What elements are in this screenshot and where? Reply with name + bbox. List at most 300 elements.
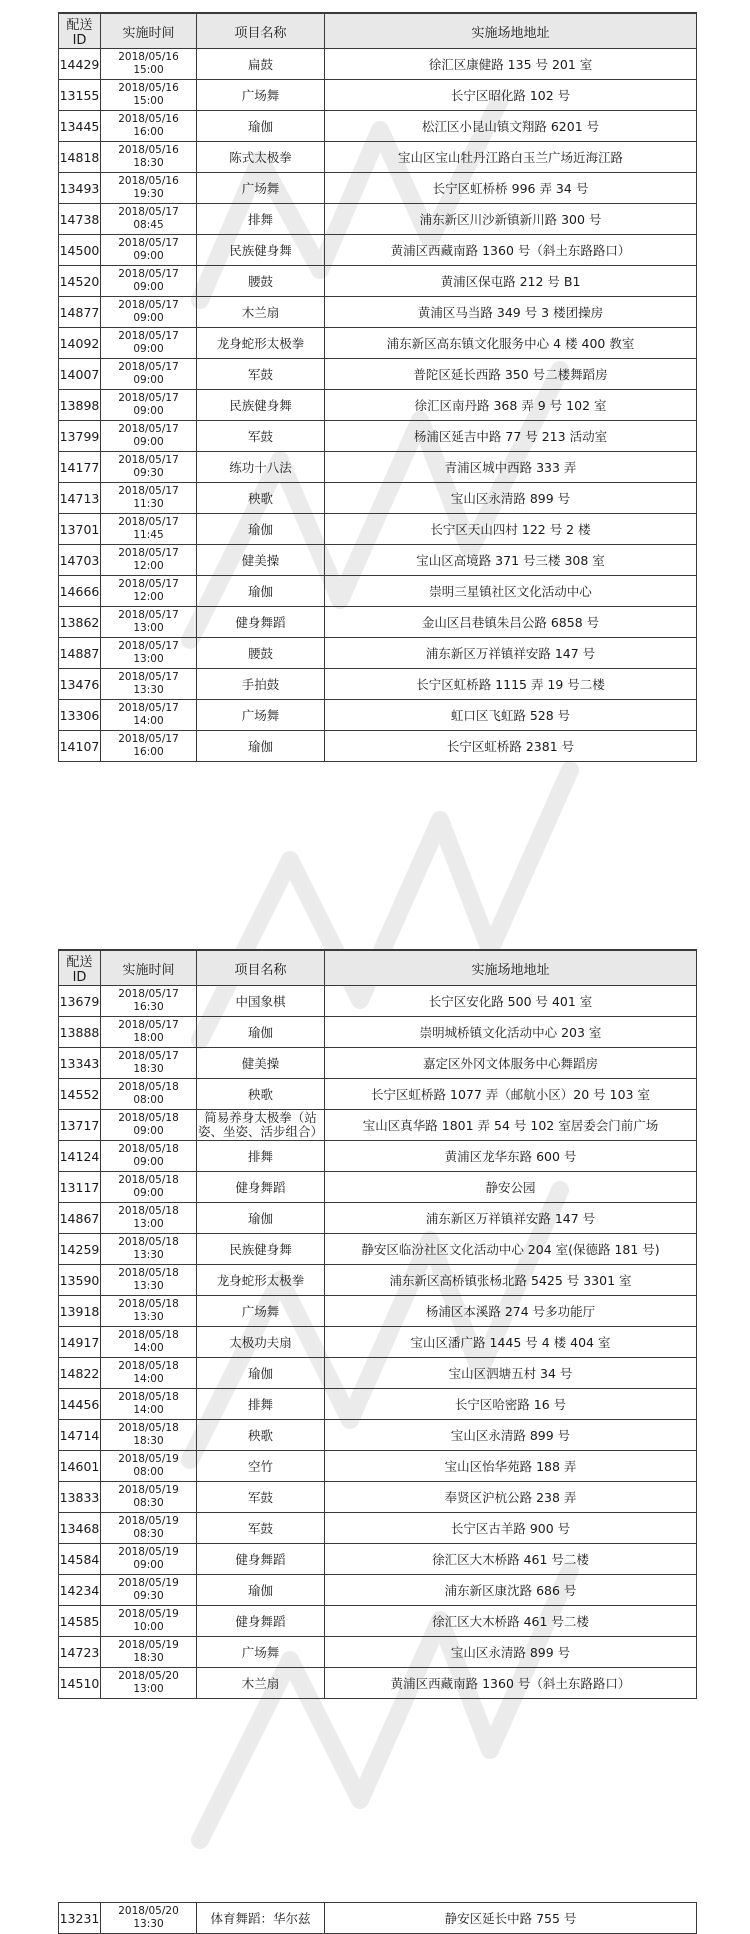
cell-id: 14703	[59, 545, 101, 576]
cell-date: 2018/05/19	[118, 1484, 179, 1496]
table-row	[59, 359, 697, 390]
cell-time	[101, 421, 197, 452]
cell-date: 2018/05/19	[118, 1546, 179, 1558]
cell-id: 14259	[59, 1234, 101, 1265]
cell-address: 长宁区安化路 500 号 401 室	[325, 986, 697, 1017]
cell-date: 2018/05/17	[118, 330, 179, 342]
schedule-table-1	[58, 12, 697, 762]
cell-address: 宝山区潘广路 1445 号 4 楼 404 室	[325, 1327, 697, 1358]
cell-clock: 09:00	[133, 250, 164, 262]
cell-name: 体育舞蹈：华尔兹	[197, 1903, 325, 1934]
cell-date: 2018/05/16	[118, 51, 179, 63]
cell-id: 14092	[59, 328, 101, 359]
cell-address: 长宁区虹桥路 1077 弄（邮航小区）20 号 103 室	[325, 1079, 697, 1110]
cell-clock: 16:30	[133, 1001, 164, 1013]
cell-address: 长宁区昭化路 102 号	[325, 80, 697, 111]
cell-address: 徐汇区大木桥路 461 号二楼	[325, 1606, 697, 1637]
table-row	[59, 1451, 697, 1482]
cell-time	[101, 1203, 197, 1234]
table-header-row	[59, 950, 697, 986]
cell-clock: 13:30	[133, 684, 164, 696]
cell-clock: 09:00	[133, 281, 164, 293]
table-row	[59, 173, 697, 204]
cell-id: 14666	[59, 576, 101, 607]
cell-date: 2018/05/17	[118, 361, 179, 373]
cell-address: 黄浦区保屯路 212 号 B1	[325, 266, 697, 297]
cell-time	[101, 142, 197, 173]
cell-date: 2018/05/17	[118, 206, 179, 218]
cell-name: 木兰扇	[197, 297, 325, 328]
cell-time	[101, 1606, 197, 1637]
cell-name: 健美操	[197, 545, 325, 576]
cell-time	[101, 390, 197, 421]
table-row	[59, 700, 697, 731]
cell-id: 14456	[59, 1389, 101, 1420]
cell-date: 2018/05/17	[118, 609, 179, 621]
cell-name-line1: 简易养身太极拳（站姿、	[197, 1110, 317, 1139]
table-row	[59, 514, 697, 545]
cell-date: 2018/05/19	[118, 1577, 179, 1589]
cell-id: 13888	[59, 1017, 101, 1048]
cell-name: 龙身蛇形太极拳	[197, 328, 325, 359]
cell-address: 长宁区古羊路 900 号	[325, 1513, 697, 1544]
table-row	[59, 1637, 697, 1668]
cell-address: 浦东新区川沙新镇新川路 300 号	[325, 204, 697, 235]
cell-clock: 08:45	[133, 219, 164, 231]
cell-name: 木兰扇	[197, 1668, 325, 1699]
cell-clock: 14:00	[133, 715, 164, 727]
cell-date: 2018/05/19	[118, 1639, 179, 1651]
cell-address: 奉贤区沪杭公路 238 弄	[325, 1482, 697, 1513]
cell-name: 健身舞蹈	[197, 1172, 325, 1203]
table-header-row	[59, 13, 697, 49]
cell-time	[101, 1358, 197, 1389]
table-row	[59, 638, 697, 669]
cell-clock: 14:00	[133, 1342, 164, 1354]
cell-clock: 09:00	[133, 1125, 164, 1137]
cell-id: 13493	[59, 173, 101, 204]
cell-address: 长宁区虹桥路 1115 弄 19 号二楼	[325, 669, 697, 700]
cell-date: 2018/05/17	[118, 671, 179, 683]
cell-id: 13117	[59, 1172, 101, 1203]
cell-time	[101, 1389, 197, 1420]
cell-time	[101, 1017, 197, 1048]
cell-clock: 18:30	[133, 1652, 164, 1664]
cell-id: 13306	[59, 700, 101, 731]
cell-time	[101, 1544, 197, 1575]
cell-date: 2018/05/19	[118, 1453, 179, 1465]
cell-id: 14713	[59, 483, 101, 514]
cell-address: 宝山区高境路 371 号三楼 308 室	[325, 545, 697, 576]
cell-name: 瑜伽	[197, 576, 325, 607]
cell-time	[101, 111, 197, 142]
cell-time	[101, 1420, 197, 1451]
cell-time	[101, 731, 197, 762]
cell-date: 2018/05/20	[118, 1670, 179, 1682]
cell-id: 14177	[59, 452, 101, 483]
cell-clock: 09:00	[133, 343, 164, 355]
cell-address: 徐汇区康健路 135 号 201 室	[325, 49, 697, 80]
cell-address: 崇明城桥镇文化活动中心 203 室	[325, 1017, 697, 1048]
cell-date: 2018/05/17	[118, 640, 179, 652]
cell-clock: 18:30	[133, 157, 164, 169]
cell-time	[101, 235, 197, 266]
cell-address: 徐汇区南丹路 368 弄 9 号 102 室	[325, 390, 697, 421]
cell-date: 2018/05/19	[118, 1608, 179, 1620]
cell-address: 浦东新区康沈路 686 号	[325, 1575, 697, 1606]
table-row	[59, 266, 697, 297]
cell-name-line2: 坐姿、活步组合）	[223, 1124, 324, 1139]
cell-id: 13231	[59, 1903, 101, 1934]
cell-name: 龙身蛇形太极拳	[197, 1265, 325, 1296]
table-row	[59, 1141, 697, 1172]
header-id: 配送 ID	[59, 13, 101, 49]
cell-time	[101, 483, 197, 514]
cell-id: 13701	[59, 514, 101, 545]
cell-address: 浦东新区高东镇文化服务中心 4 楼 400 教室	[325, 328, 697, 359]
cell-time	[101, 1575, 197, 1606]
cell-address: 宝山区永清路 899 号	[325, 1420, 697, 1451]
cell-clock: 13:00	[133, 653, 164, 665]
cell-id: 14429	[59, 49, 101, 80]
cell-id: 13476	[59, 669, 101, 700]
cell-id: 14738	[59, 204, 101, 235]
cell-name: 秧歌	[197, 1420, 325, 1451]
cell-id: 14552	[59, 1079, 101, 1110]
cell-name: 瑜伽	[197, 514, 325, 545]
table-row	[59, 576, 697, 607]
cell-date: 2018/05/16	[118, 175, 179, 187]
cell-time	[101, 173, 197, 204]
cell-time	[101, 700, 197, 731]
table-row	[59, 49, 697, 80]
cell-clock: 13:30	[133, 1280, 164, 1292]
cell-address: 宝山区宝山牡丹江路白玉兰广场近海江路	[325, 142, 697, 173]
cell-name: 扁鼓	[197, 49, 325, 80]
cell-id: 14867	[59, 1203, 101, 1234]
cell-name: 广场舞	[197, 700, 325, 731]
cell-clock: 13:30	[133, 1311, 164, 1323]
cell-date: 2018/05/18	[118, 1143, 179, 1155]
cell-name: 瑜伽	[197, 1358, 325, 1389]
cell-id: 13590	[59, 1265, 101, 1296]
cell-name: 健身舞蹈	[197, 1544, 325, 1575]
cell-date: 2018/05/16	[118, 113, 179, 125]
cell-date: 2018/05/17	[118, 423, 179, 435]
cell-date: 2018/05/17	[118, 547, 179, 559]
cell-address: 长宁区虹桥桥 996 弄 34 号	[325, 173, 697, 204]
cell-time	[101, 545, 197, 576]
cell-address: 虹口区飞虹路 528 号	[325, 700, 697, 731]
cell-id: 14714	[59, 1420, 101, 1451]
cell-name: 民族健身舞	[197, 390, 325, 421]
cell-clock: 16:00	[133, 746, 164, 758]
cell-date: 2018/05/17	[118, 1019, 179, 1031]
cell-clock: 13:00	[133, 622, 164, 634]
cell-time	[101, 1234, 197, 1265]
table-row	[59, 1079, 697, 1110]
cell-id: 14601	[59, 1451, 101, 1482]
header-name: 项目名称	[197, 13, 325, 49]
cell-clock: 13:00	[133, 1683, 164, 1695]
cell-date: 2018/05/18	[118, 1298, 179, 1310]
cell-date: 2018/05/20	[118, 1905, 179, 1917]
cell-name: 军鼓	[197, 421, 325, 452]
cell-address: 普陀区延长西路 350 号二楼舞蹈房	[325, 359, 697, 390]
table-row	[59, 1903, 697, 1934]
cell-time	[101, 1482, 197, 1513]
cell-name: 腰鼓	[197, 638, 325, 669]
cell-address: 浦东新区万祥镇祥安路 147 号	[325, 1203, 697, 1234]
table-row	[59, 1203, 697, 1234]
cell-time	[101, 1079, 197, 1110]
cell-date: 2018/05/18	[118, 1329, 179, 1341]
cell-clock: 14:00	[133, 1373, 164, 1385]
table-row	[59, 235, 697, 266]
cell-date: 2018/05/17	[118, 516, 179, 528]
cell-id: 13445	[59, 111, 101, 142]
cell-address: 杨浦区本溪路 274 号多功能厅	[325, 1296, 697, 1327]
cell-date: 2018/05/18	[118, 1081, 179, 1093]
cell-date: 2018/05/18	[118, 1236, 179, 1248]
cell-name: 广场舞	[197, 1637, 325, 1668]
cell-id: 13468	[59, 1513, 101, 1544]
cell-date: 2018/05/16	[118, 82, 179, 94]
schedule-table-2	[58, 949, 697, 1699]
cell-date: 2018/05/17	[118, 268, 179, 280]
cell-name: 瑜伽	[197, 731, 325, 762]
cell-address: 黄浦区西藏南路 1360 号（斜土东路路口）	[325, 235, 697, 266]
cell-clock: 09:00	[133, 374, 164, 386]
table-row	[59, 1172, 697, 1203]
cell-date: 2018/05/19	[118, 1515, 179, 1527]
cell-address: 嘉定区外冈文体服务中心舞蹈房	[325, 1048, 697, 1079]
cell-clock: 13:30	[133, 1249, 164, 1261]
cell-name: 瑜伽	[197, 1017, 325, 1048]
table-row	[59, 483, 697, 514]
cell-id: 14500	[59, 235, 101, 266]
cell-id: 14584	[59, 1544, 101, 1575]
cell-clock: 08:00	[133, 1094, 164, 1106]
cell-clock: 13:00	[133, 1218, 164, 1230]
cell-name: 瑜伽	[197, 1575, 325, 1606]
cell-date: 2018/05/17	[118, 485, 179, 497]
table-row	[59, 297, 697, 328]
cell-clock: 12:00	[133, 560, 164, 572]
cell-name: 空竹	[197, 1451, 325, 1482]
cell-clock: 09:00	[133, 436, 164, 448]
cell-time	[101, 514, 197, 545]
cell-date: 2018/05/17	[118, 454, 179, 466]
cell-date: 2018/05/18	[118, 1112, 179, 1124]
cell-name: 中国象棋	[197, 986, 325, 1017]
table-row	[59, 1544, 697, 1575]
table-row	[59, 731, 697, 762]
cell-date: 2018/05/18	[118, 1391, 179, 1403]
cell-name: 健美操	[197, 1048, 325, 1079]
cell-date: 2018/05/17	[118, 237, 179, 249]
cell-name: 排舞	[197, 1389, 325, 1420]
table-row	[59, 1110, 697, 1141]
cell-id: 14887	[59, 638, 101, 669]
cell-date: 2018/05/17	[118, 733, 179, 745]
cell-time	[101, 359, 197, 390]
cell-date: 2018/05/18	[118, 1267, 179, 1279]
cell-address: 宝山区怡华苑路 188 弄	[325, 1451, 697, 1482]
cell-time	[101, 607, 197, 638]
cell-id: 13717	[59, 1110, 101, 1141]
table-row	[59, 607, 697, 638]
table-row	[59, 1296, 697, 1327]
cell-name: 腰鼓	[197, 266, 325, 297]
cell-date: 2018/05/16	[118, 144, 179, 156]
table-row	[59, 328, 697, 359]
cell-name: 太极功夫扇	[197, 1327, 325, 1358]
cell-id: 13918	[59, 1296, 101, 1327]
cell-time	[101, 80, 197, 111]
cell-time	[101, 1903, 197, 1934]
cell-date: 2018/05/17	[118, 1050, 179, 1062]
cell-id: 13799	[59, 421, 101, 452]
table-row	[59, 1389, 697, 1420]
cell-name: 陈式太极拳	[197, 142, 325, 173]
cell-time	[101, 1327, 197, 1358]
cell-clock: 13:30	[133, 1918, 164, 1930]
cell-address: 宝山区泗塘五村 34 号	[325, 1358, 697, 1389]
header-time: 实施时间	[101, 13, 197, 49]
cell-date: 2018/05/18	[118, 1360, 179, 1372]
table-row	[59, 1017, 697, 1048]
table-row	[59, 1420, 697, 1451]
cell-id: 13862	[59, 607, 101, 638]
cell-clock: 09:30	[133, 467, 164, 479]
cell-time	[101, 1637, 197, 1668]
cell-id: 14723	[59, 1637, 101, 1668]
cell-date: 2018/05/17	[118, 988, 179, 1000]
table-row	[59, 1513, 697, 1544]
schedule-table-3	[58, 1902, 697, 1934]
cell-address: 静安公园	[325, 1172, 697, 1203]
cell-name: 健身舞蹈	[197, 607, 325, 638]
cell-address: 浦东新区万祥镇祥安路 147 号	[325, 638, 697, 669]
cell-id: 13898	[59, 390, 101, 421]
cell-clock: 09:30	[133, 1590, 164, 1602]
cell-date: 2018/05/17	[118, 299, 179, 311]
header-id: 配送 ID	[59, 950, 101, 986]
cell-date: 2018/05/17	[118, 702, 179, 714]
cell-name: 练功十八法	[197, 452, 325, 483]
cell-clock: 09:00	[133, 312, 164, 324]
cell-id: 14877	[59, 297, 101, 328]
cell-id: 14510	[59, 1668, 101, 1699]
cell-address: 宝山区永清路 899 号	[325, 1637, 697, 1668]
cell-time	[101, 1048, 197, 1079]
cell-clock: 11:30	[133, 498, 164, 510]
cell-time	[101, 266, 197, 297]
cell-time	[101, 638, 197, 669]
header-name: 项目名称	[197, 950, 325, 986]
cell-name: 秧歌	[197, 1079, 325, 1110]
cell-name: 军鼓	[197, 1513, 325, 1544]
header-time: 实施时间	[101, 950, 197, 986]
cell-address: 宝山区永清路 899 号	[325, 483, 697, 514]
cell-clock: 14:00	[133, 1404, 164, 1416]
cell-clock: 15:00	[133, 64, 164, 76]
cell-clock: 18:00	[133, 1032, 164, 1044]
cell-clock: 19:30	[133, 188, 164, 200]
cell-id: 13679	[59, 986, 101, 1017]
cell-name: 广场舞	[197, 173, 325, 204]
cell-clock: 15:00	[133, 95, 164, 107]
cell-time	[101, 328, 197, 359]
cell-time	[101, 576, 197, 607]
table-row	[59, 204, 697, 235]
cell-name: 手拍鼓	[197, 669, 325, 700]
cell-time	[101, 1110, 197, 1141]
cell-address: 静安区延长中路 755 号	[325, 1903, 697, 1934]
cell-id: 14234	[59, 1575, 101, 1606]
table-row	[59, 1482, 697, 1513]
cell-id: 14822	[59, 1358, 101, 1389]
cell-time	[101, 1296, 197, 1327]
cell-address: 长宁区虹桥路 2381 号	[325, 731, 697, 762]
table-row	[59, 669, 697, 700]
cell-time	[101, 297, 197, 328]
table-row	[59, 80, 697, 111]
cell-time	[101, 204, 197, 235]
cell-name: 健身舞蹈	[197, 1606, 325, 1637]
cell-name: 秧歌	[197, 483, 325, 514]
cell-clock: 09:00	[133, 1559, 164, 1571]
cell-name: 民族健身舞	[197, 1234, 325, 1265]
cell-date: 2018/05/17	[118, 578, 179, 590]
cell-clock: 18:30	[133, 1063, 164, 1075]
header-addr: 实施场地地址	[325, 950, 697, 986]
cell-name: 民族健身舞	[197, 235, 325, 266]
cell-time	[101, 1265, 197, 1296]
cell-time	[101, 986, 197, 1017]
cell-clock: 11:45	[133, 529, 164, 541]
table-row	[59, 390, 697, 421]
cell-clock: 08:30	[133, 1497, 164, 1509]
cell-time	[101, 1172, 197, 1203]
cell-date: 2018/05/18	[118, 1205, 179, 1217]
cell-address: 宝山区真华路 1801 弄 54 号 102 室居委会门前广场	[325, 1110, 697, 1141]
cell-address: 崇明三星镇社区文化活动中心	[325, 576, 697, 607]
cell-name: 广场舞	[197, 80, 325, 111]
cell-name: 排舞	[197, 1141, 325, 1172]
table-row	[59, 111, 697, 142]
cell-name: 瑜伽	[197, 1203, 325, 1234]
cell-id: 14818	[59, 142, 101, 173]
table-row	[59, 1327, 697, 1358]
cell-id: 13155	[59, 80, 101, 111]
cell-address: 静安区临汾社区文化活动中心 204 室(保德路 181 号)	[325, 1234, 697, 1265]
cell-address: 黄浦区龙华东路 600 号	[325, 1141, 697, 1172]
cell-clock: 16:00	[133, 126, 164, 138]
cell-id: 14520	[59, 266, 101, 297]
cell-clock: 10:00	[133, 1621, 164, 1633]
cell-address: 浦东新区高桥镇张杨北路 5425 号 3301 室	[325, 1265, 697, 1296]
cell-id: 14107	[59, 731, 101, 762]
cell-id: 13833	[59, 1482, 101, 1513]
cell-name: 排舞	[197, 204, 325, 235]
table-row	[59, 1606, 697, 1637]
table-row	[59, 142, 697, 173]
cell-clock: 08:30	[133, 1528, 164, 1540]
table-row	[59, 1575, 697, 1606]
table-row	[59, 1668, 697, 1699]
